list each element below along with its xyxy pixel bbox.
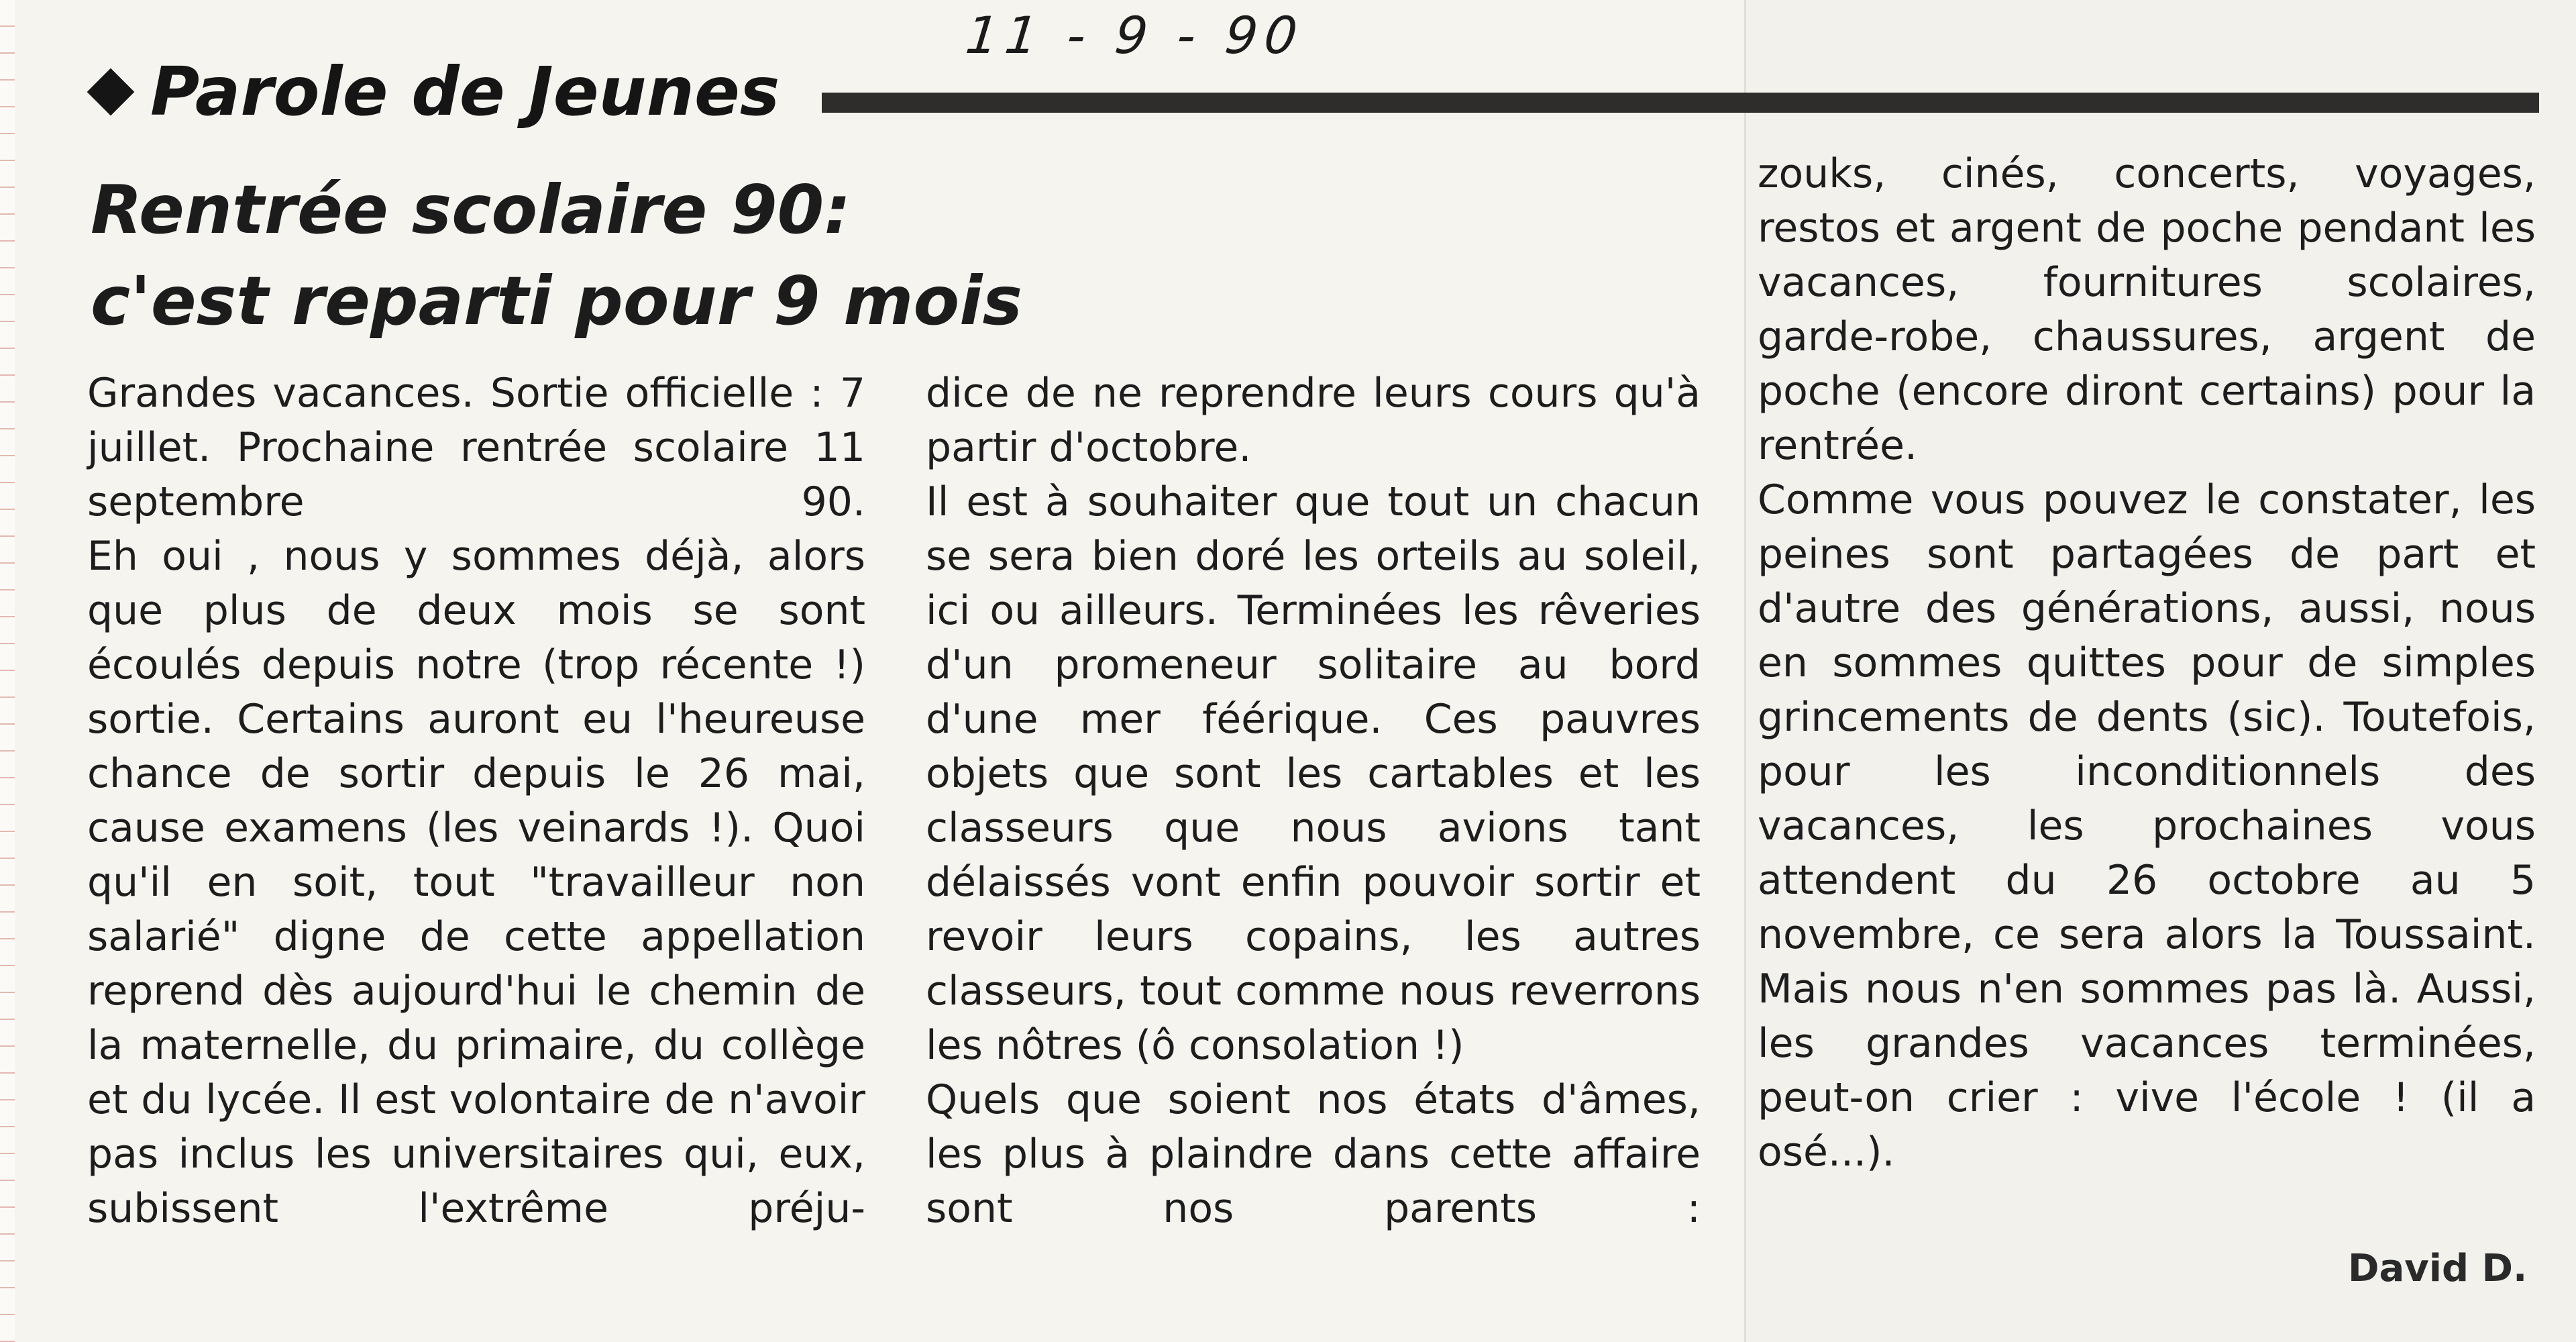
- author-signature: David D.: [2348, 1247, 2528, 1290]
- rubric-title: Parole de Jeunes: [150, 52, 780, 131]
- rubric-header: [94, 52, 780, 131]
- paragraph: Grandes vacances. Sortie officielle : 7 juillet. Prochaine rentrée scolaire 11 septembre 90.: [87, 370, 865, 525]
- article-headline: [91, 164, 1097, 347]
- rubric-rule: [822, 93, 2539, 113]
- diamond-bullet-icon: [87, 68, 135, 115]
- paragraph: Quels que soient nos états d'âmes, les plus à plaindre dans cette affaire sont nos parents :: [926, 1076, 1701, 1232]
- handwritten-date: 11 - 9 - 90: [963, 5, 1307, 65]
- paragraph: Il est à souhaiter que tout un chacun se sera bien doré les orteils au soleil, ici ou ailleurs. Terminées les rêveries d'un promeneur solitaire au bord d'une mer féérique. Ces pauvres objets que sont les cartables et les classeurs que nous avions tant délaissés vont enfin pouvoir sortir et revoir leurs copains, les autres classeurs, tout comme nous reverrons les nôtres (ô consolation !): [926, 478, 1701, 1069]
- article-column-3: [1758, 147, 2536, 1180]
- paragraph: Comme vous pouvez le constater, les peines sont partagées de part et d'autre des générations, aussi, nous en sommes quittes pour de simples grincements de dents (sic). Toutefois, pour les inconditionnels des vacances, les prochaines vous attendent du 26 octobre au 5 novembre, ce sera alors la Toussaint. Mais nous n'en sommes pas là. Aussi, les grandes vacances terminées, peut-on crier : vive l'école ! (il a osé...).: [1758, 476, 2536, 1176]
- paragraph: zouks, cinés, concerts, voyages, restos et argent de poche pendant les vacances, fournitures scolaires, garde-robe, chaussures, argent de poche (encore diront certains) pour la rentrée.: [1758, 150, 2536, 469]
- paragraph: dice de ne reprendre leurs cours qu'à partir d'octobre.: [926, 370, 1701, 471]
- grid-paper-margin: [0, 0, 15, 1342]
- headline-line-1: Rentrée scolaire 90:: [91, 170, 851, 249]
- paragraph: Eh oui , nous y sommes déjà, alors que plus de deux mois se sont écoulés depuis notre (trop récente !) sortie. Certains auront eu l'heureuse chance de sortir depuis le 26 mai, cause examens (les veinards !). Quoi qu'il en soit, tout "travailleur non salarié" digne de cette appellation reprend dès aujourd'hui le chemin de la maternelle, du primaire, du collège et du lycée. Il est volontaire de n'avoir pas inclus les universitaires qui, eux, subissent l'extrême préju-: [87, 533, 865, 1232]
- article-column-2: [926, 366, 1701, 1236]
- article-column-1: [87, 366, 865, 1236]
- headline-line-2: c'est reparti pour 9 mois: [91, 262, 1022, 340]
